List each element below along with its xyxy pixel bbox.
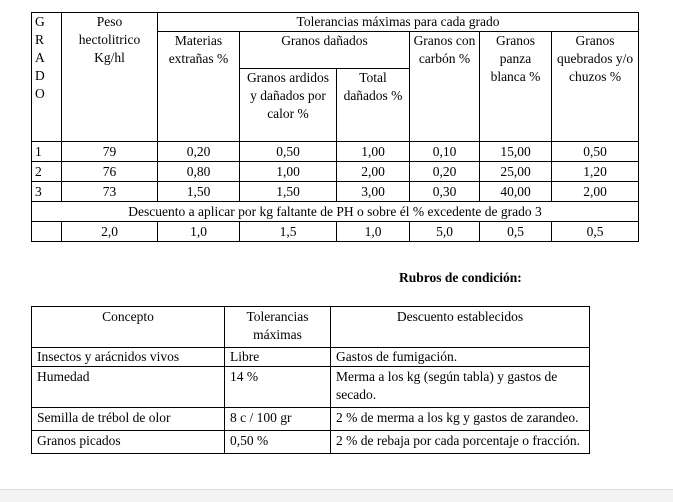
grado-letter: D <box>35 68 45 83</box>
table-row <box>32 367 590 408</box>
table-row <box>32 142 639 162</box>
tolerancia-cell: Libre <box>225 348 331 367</box>
materias-cell: 0,80 <box>158 162 240 182</box>
quebrados-cell: 1,20 <box>552 162 639 182</box>
panza-header: Granos panza blanca % <box>480 32 552 142</box>
grado-header <box>32 13 62 142</box>
ardidos-cell: 1,50 <box>240 182 337 202</box>
carbon-cell: 0,20 <box>410 162 480 182</box>
grado-letter: A <box>35 50 45 65</box>
concepto-cell: Insectos y arácnidos vivos <box>32 348 225 367</box>
materias-cell: 0,20 <box>158 142 240 162</box>
grado-letter: G <box>35 14 45 29</box>
total-cell: 1,00 <box>337 142 410 162</box>
peso-header: Peso hectolitrico Kg/hl <box>62 13 158 142</box>
carbon-header: Granos con carbón % <box>410 32 480 142</box>
descuento-header: Descuento establecidos <box>331 307 590 348</box>
descuento-values-row <box>32 222 639 242</box>
grado-cell: 3 <box>32 182 62 202</box>
descuento-empty-cell <box>32 222 62 242</box>
descuento-ardidos: 1,5 <box>240 222 337 242</box>
descuento-panza: 0,5 <box>480 222 552 242</box>
grado-cell: 2 <box>32 162 62 182</box>
descuento-cell: Merma a los kg (según tabla) y gastos de secado. <box>331 367 590 408</box>
concepto-cell: Granos picados <box>32 431 225 454</box>
peso-cell: 73 <box>62 182 158 202</box>
descuento-materias: 1,0 <box>158 222 240 242</box>
tolerancias-maximas-header: Tolerancias máximas <box>225 307 331 348</box>
granos-danados-header: Granos dañados <box>240 32 410 69</box>
peso-cell: 76 <box>62 162 158 182</box>
concepto-cell: Humedad <box>32 367 225 408</box>
panza-cell: 15,00 <box>480 142 552 162</box>
quebrados-cell: 2,00 <box>552 182 639 202</box>
quebrados-cell: 0,50 <box>552 142 639 162</box>
condition-header-row <box>32 307 590 348</box>
total-cell: 2,00 <box>337 162 410 182</box>
ardidos-cell: 0,50 <box>240 142 337 162</box>
quebrados-header: Granos quebrados y/o chuzos % <box>552 32 639 142</box>
materias-header: Materias extrañas % <box>158 32 240 142</box>
peso-cell: 79 <box>62 142 158 162</box>
table-row <box>32 162 639 182</box>
tolerancia-cell: 14 % <box>225 367 331 408</box>
condition-table <box>31 306 590 454</box>
panza-cell: 40,00 <box>480 182 552 202</box>
table-row <box>32 182 639 202</box>
table-row <box>32 348 590 367</box>
grade-tolerance-table <box>31 12 639 242</box>
tolerancia-cell: 8 c / 100 gr <box>225 408 331 431</box>
descuento-total: 1,0 <box>337 222 410 242</box>
descuento-label-row <box>32 202 639 222</box>
grado-letter: R <box>35 32 45 47</box>
materias-cell: 1,50 <box>158 182 240 202</box>
grado-letter: O <box>35 86 45 101</box>
rubros-title: Rubros de condición: <box>399 270 522 285</box>
table-row <box>32 408 590 431</box>
descuento-carbon: 5,0 <box>410 222 480 242</box>
carbon-cell: 0,30 <box>410 182 480 202</box>
grado-cell: 1 <box>32 142 62 162</box>
concepto-header: Concepto <box>32 307 225 348</box>
ardidos-header: Granos ardidos y dañados por calor % <box>240 69 337 142</box>
descuento-cell: 2 % de rebaja por cada porcentaje o fracción. <box>331 431 590 454</box>
concepto-cell: Semilla de trébol de olor <box>32 408 225 431</box>
descuento-peso: 2,0 <box>62 222 158 242</box>
total-cell: 3,00 <box>337 182 410 202</box>
descuento-cell: 2 % de merma a los kg y gastos de zarandeo. <box>331 408 590 431</box>
carbon-cell: 0,10 <box>410 142 480 162</box>
descuento-quebrados: 0,5 <box>552 222 639 242</box>
table-row <box>32 431 590 454</box>
descuento-label: Descuento a aplicar por kg faltante de PH o sobre él % excedente de grado 3 <box>32 202 639 222</box>
descuento-cell: Gastos de fumigación. <box>331 348 590 367</box>
tolerancias-header: Tolerancias máximas para cada grado <box>158 13 639 32</box>
tolerancia-cell: 0,50 % <box>225 431 331 454</box>
total-danados-header: Total dañados % <box>337 69 410 142</box>
ardidos-cell: 1,00 <box>240 162 337 182</box>
window-bottom-bar <box>0 489 673 502</box>
panza-cell: 25,00 <box>480 162 552 182</box>
